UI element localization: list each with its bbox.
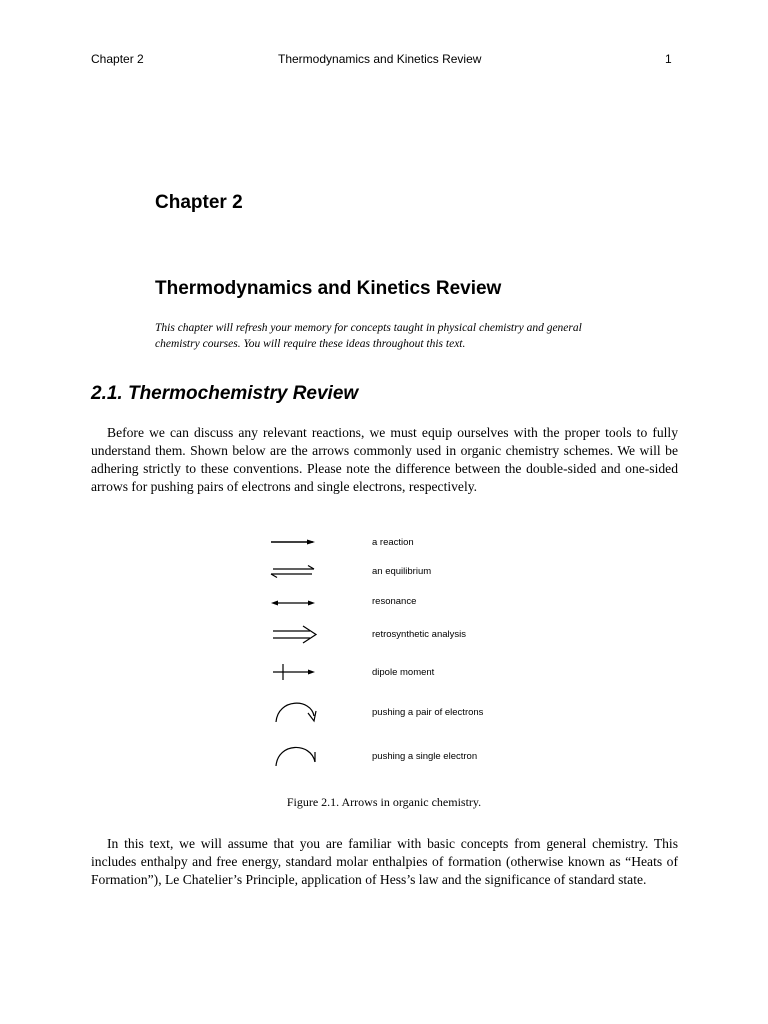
label-reaction: a reaction — [372, 537, 414, 548]
label-equilibrium: an equilibrium — [372, 566, 432, 577]
label-retrosynthetic: retrosynthetic analysis — [372, 629, 466, 640]
figure-caption: Figure 2.1. Arrows in organic chemistry. — [286, 795, 482, 809]
chapter-label: Chapter 2 — [155, 192, 243, 213]
paragraph-2-text: In this text, we will assume that you are familiar with basic concepts from general chemistry. This includes enthalpy and free energy, standard molar enthalpies of formation (otherwise known as “Heats of Formation”), Le Chatelier’s Principle, application of Hess’s law and the significance of standard state. — [91, 836, 678, 887]
header-title: Thermodynamics and Kinetics Review — [278, 52, 482, 66]
retrosynthetic-arrow-icon — [273, 626, 316, 643]
dipole-arrow-icon — [273, 664, 315, 680]
label-dipole: dipole moment — [372, 667, 435, 678]
resonance-arrow-icon — [271, 601, 315, 606]
chapter-intro: This chapter will refresh your memory for concepts taught in physical chemistry and general chemistry courses. You will require these ideas throughout this text. — [155, 322, 582, 350]
arrows-figure — [265, 530, 335, 775]
label-resonance: resonance — [372, 596, 417, 607]
single-electron-arrow-icon — [276, 747, 315, 766]
label-electron-pair: pushing a pair of electrons — [372, 707, 484, 718]
label-single-electron: pushing a single electron — [372, 751, 478, 762]
electron-pair-arrow-icon — [276, 703, 316, 722]
section-heading: 2.1. Thermochemistry Review — [91, 383, 359, 404]
header-page-number: 1 — [665, 52, 672, 66]
equilibrium-arrow-icon — [271, 566, 314, 578]
paragraph-1-text: Before we can discuss any relevant reactions, we must equip ourselves with the proper tools to fully understand them. Shown below are the arrows commonly used in organic chemistry schemes. We will be adhering strictly to these conventions. Please note the difference between the double-sided and one-sided arrows for pushing pairs of electrons and single electrons, respectively. — [91, 425, 678, 494]
body-paragraph-2 — [91, 835, 678, 889]
chapter-title: Thermodynamics and Kinetics Review — [155, 278, 502, 299]
body-paragraph-1 — [91, 424, 678, 496]
reaction-arrow-icon — [271, 540, 315, 545]
header-chapter: Chapter 2 — [91, 52, 144, 66]
